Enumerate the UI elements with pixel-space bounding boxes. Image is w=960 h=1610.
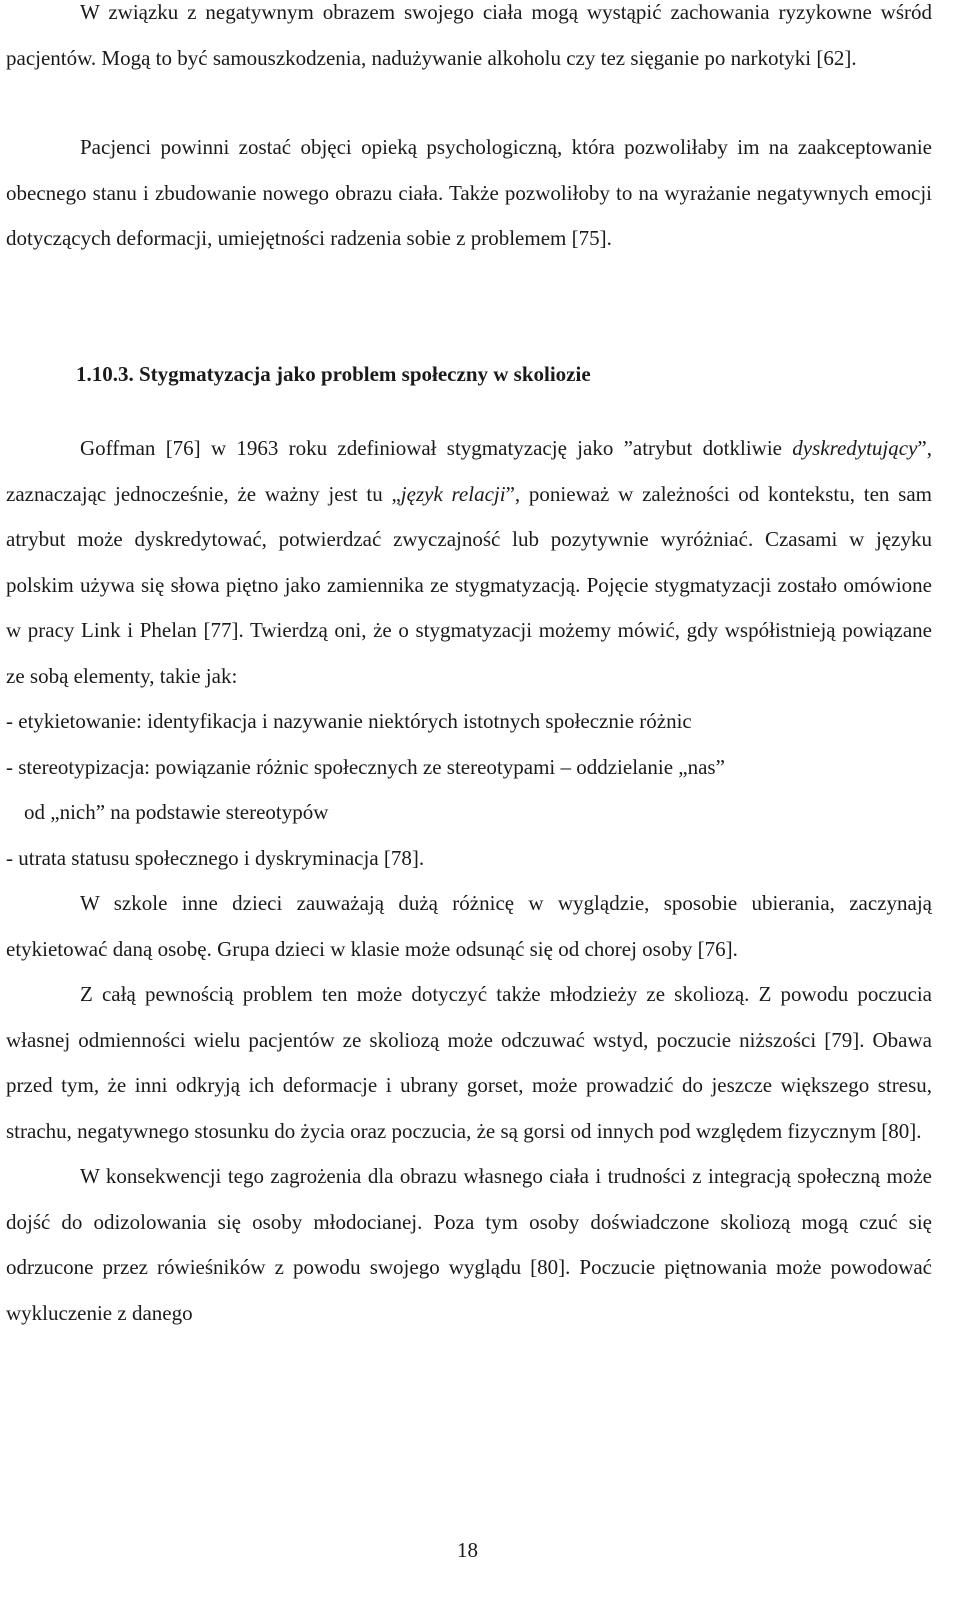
- italic-term: język relacji: [400, 481, 506, 506]
- section-heading: 1.10.3. Stygmatyzacja jako problem społeczny w skoliozie: [76, 362, 591, 386]
- paragraph-school: W szkole inne dzieci zauważają dużą różnicę w wyglądzie, sposobie ubierania, zaczynają etykietować daną osobę. Grupa dzieci w klasie może odsunąć się od chorej osoby [76].: [6, 891, 932, 961]
- list-item: - stereotypizacja: powiązanie różnic społecznych ze stereotypami – oddzielanie „nas”: [6, 754, 725, 779]
- text-segment: Goffman [76] w 1963 roku zdefiniował stygmatyzację jako ”atrybut dotkliwie: [80, 436, 793, 460]
- list-item: - etykietowanie: identyfikacja i nazywanie niektórych istotnych społecznie różnic: [6, 709, 692, 733]
- text-segment: ”, ponieważ w zależności od kontekstu, ten sam atrybut może dyskredytować, potwierdzać zwyczajność lub pozytywnie wyróżniać. Czasami w języku polskim używa się słowa piętno jako zamiennika ze stygmatyzacją. Pojęcie stygmatyzacji zostało omówione w pracy Link i Phelan [77]. Twierdzą oni, że o stygmatyzacji możemy mówić, gdy współistnieją powiązane ze sobą elementy, takie jak:: [6, 481, 932, 688]
- list-item-continuation: od „nich” na podstawie stereotypów: [24, 800, 329, 824]
- paragraph-goffman-definition: [6, 426, 932, 699]
- paragraph-consequences: W konsekwencji tego zagrożenia dla obrazu własnego ciała i trudności z integracją społeczną może dojść do odizolowania się osoby młodocianej. Poza tym osoby doświadczone skoliozą mogą czuć się odrzucone przez rówieśników z powodu swojego wyglądu [80]. Poczucie piętnowania może powodować wykluczenie z danego: [6, 1164, 932, 1325]
- paragraph-psychological-care: Pacjenci powinni zostać objęci opieką psychologiczną, która pozwoliłaby im na zaakceptowanie obecnego stanu i zbudowanie nowego obrazu ciała. Także pozwoliłoby to na wyrażanie negatywnych emocji dotyczących deformacji, umiejętności radzenia sobie z problemem [75].: [6, 135, 932, 250]
- section-body: [6, 426, 932, 1336]
- paragraph-risky-behaviors: W związku z negatywnym obrazem swojego ciała mogą wystąpić zachowania ryzykowne wśród pacjentów. Mogą to być samouszkodzenia, nadużywanie alkoholu czy tez sięganie po narkotyki [62].: [6, 0, 932, 70]
- page-number: 18: [457, 1538, 478, 1562]
- list-item: - utrata statusu społecznego i dyskryminacja [78].: [6, 845, 425, 870]
- paragraph-youth-scoliosis: Z całą pewnością problem ten może dotyczyć także młodzieży ze skoliozą. Z powodu poczucia własnej odmienności wielu pacjentów ze skoliozą może odczuwać wstyd, poczucie niższości [79]. Obawa przed tym, że inni odkryją ich deformacje i ubrany gorset, może prowadzić do jeszcze większego stresu, strachu, negatywnego stosunku do życia oraz poczucia, że są gorsi od innych pod względem fizycznym [80].: [6, 982, 932, 1143]
- text-segment: ”, zaznaczając jednocześnie, że ważny jest tu „: [6, 436, 932, 506]
- italic-term: dyskredytujący: [792, 436, 918, 460]
